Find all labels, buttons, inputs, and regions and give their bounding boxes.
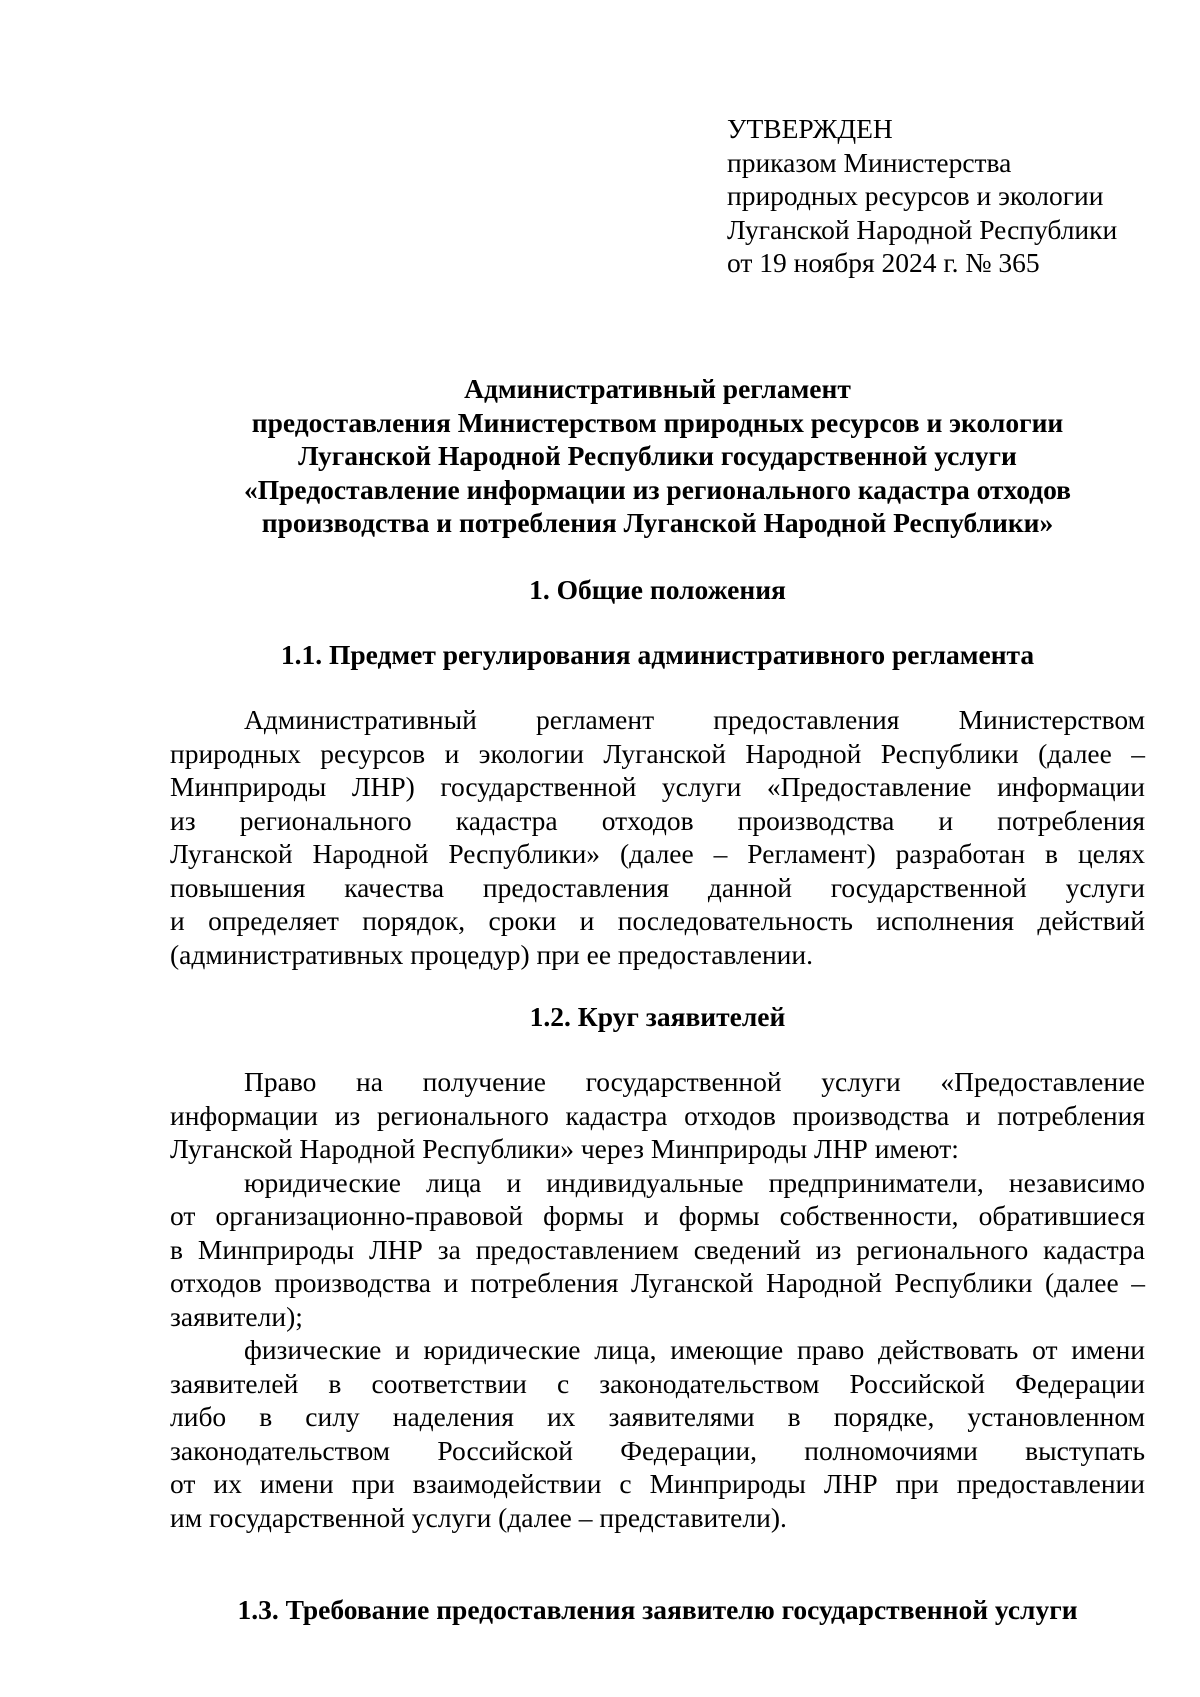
title-line: предоставления Министерством природных ресурсов и экологии (251, 406, 1064, 438)
text-line: юридические лица и индивидуальные предприниматели, независимо (244, 1166, 1145, 1198)
text-line: из регионального кадастра отходов производства и потребления (170, 804, 1145, 836)
title-line: Луганской Народной Республики государственной услуги (298, 440, 1017, 471)
document-title (170, 372, 1145, 540)
text-line: природных ресурсов и экологии Луганской Народной Республики (далее – (170, 737, 1145, 769)
text-line: повышения качества предоставления данной государственной услуги (170, 871, 1145, 903)
text-line: от организационно-правовой формы и формы собственности, обратившиеся (170, 1200, 1145, 1231)
text-line: Административный регламент предоставления Министерством (244, 704, 1145, 735)
section-1-1-heading: 1.1. Предмет регулирования административного регламента (280, 639, 1035, 670)
approval-line: УТВЕРЖДЕН (727, 113, 893, 144)
text-line: и определяет порядок, сроки и последовательность исполнения действий (170, 905, 1145, 936)
text-line: Луганской Народной Республики» через Минприроды ЛНР имеют: (170, 1133, 959, 1164)
approval-line: приказом Министерства (727, 146, 1012, 178)
approval-line: Луганской Народной Республики (727, 213, 1118, 245)
section-1-1-paragraph (170, 703, 1145, 971)
approval-line: природных ресурсов и экологии (727, 180, 1104, 211)
text-line: Луганской Народной Республики» (далее – Регламент) разработан в целях (170, 838, 1145, 869)
text-line: информации из регионального кадастра отходов производства и потребления (170, 1099, 1145, 1131)
approval-stamp (727, 112, 1117, 280)
text-line: отходов производства и потребления Луганской Народной Республики (далее – (170, 1267, 1145, 1298)
text-line: либо в силу наделения их заявителями в порядке, установленном (170, 1401, 1145, 1432)
section-1-2-paragraph (170, 1065, 1145, 1534)
approval-line: от 19 ноября 2024 г. № 365 (727, 247, 1040, 278)
text-line: от их имени при взаимодействии с Минприроды ЛНР при предоставлении (170, 1468, 1145, 1499)
text-line: законодательством Российской Федерации, полномочиями выступать (170, 1434, 1145, 1466)
section-1-heading: 1. Общие положения (529, 574, 786, 605)
text-line: в Минприроды ЛНР за предоставлением сведений из регионального кадастра (170, 1233, 1145, 1265)
title-line: производства и потребления Луганской Народной Республики» (261, 507, 1054, 538)
text-line: Минприроды ЛНР) государственной услуги «Предоставление информации (170, 771, 1145, 802)
text-line: (административных процедур) при ее предоставлении. (170, 938, 813, 970)
title-line: Административный регламент (464, 373, 851, 404)
text-line: заявителей в соответствии с законодательством Российской Федерации (170, 1367, 1145, 1399)
title-line: «Предоставление информации из регионального кадастра отходов (243, 473, 1072, 505)
text-line: заявители); (170, 1300, 303, 1332)
text-line: физические и юридические лица, имеющие право действовать от имени (244, 1334, 1145, 1365)
text-line: им государственной услуги (далее – представители). (170, 1501, 787, 1533)
text-line: Право на получение государственной услуги «Предоставление (244, 1066, 1145, 1097)
section-1-3-heading: 1.3. Требование предоставления заявителю государственной услуги (237, 1594, 1078, 1625)
section-1-2-heading: 1.2. Круг заявителей (529, 1001, 786, 1032)
